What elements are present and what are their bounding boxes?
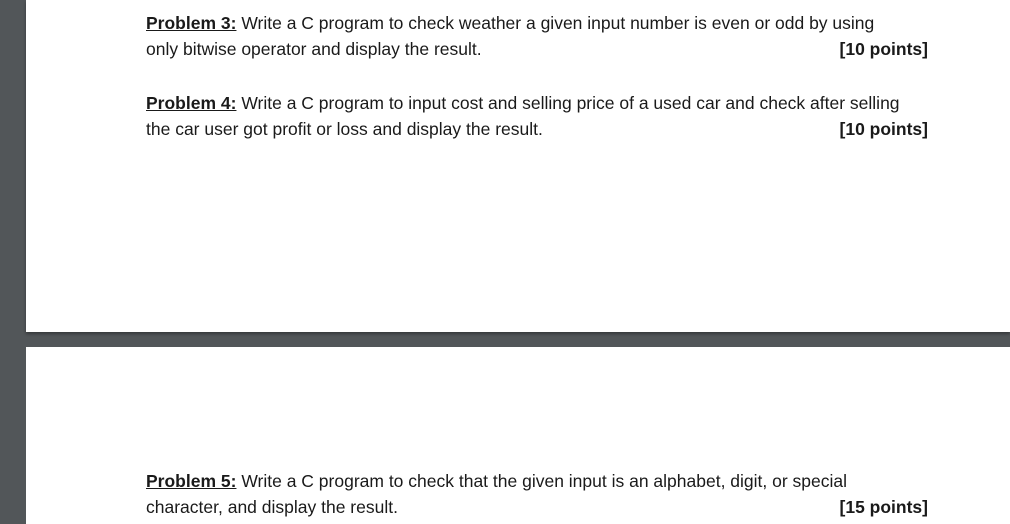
problem-5-first-line (146, 468, 847, 494)
problem-3-text-1: Write a C program to check weather a given input number is even or odd by using (241, 13, 875, 33)
problem-4-label: Problem 4: (146, 93, 237, 113)
problem-4-text-1: Write a C program to input cost and selling price of a used car and check after selling (241, 93, 900, 113)
problem-3-line-1 (146, 10, 928, 36)
problem-4-line-1 (146, 90, 928, 116)
problem-5 (146, 468, 928, 520)
problem-3-points: [10 points] (839, 39, 928, 59)
problem-3-first-line (146, 10, 874, 36)
problem-3 (146, 10, 928, 62)
problem-4-line-2 (146, 116, 928, 142)
problem-4 (146, 90, 928, 142)
problem-4-points: [10 points] (839, 119, 928, 139)
document-page-1 (26, 0, 1010, 332)
problem-4-text-2: the car user got profit or loss and display the result. (146, 119, 543, 139)
problem-3-label: Problem 3: (146, 13, 237, 33)
problem-5-line-1 (146, 468, 928, 494)
problem-5-points: [15 points] (839, 497, 928, 517)
problem-5-label: Problem 5: (146, 471, 237, 491)
problem-4-first-line (146, 90, 900, 116)
problem-5-text-2: character, and display the result. (146, 497, 398, 517)
problem-3-line-2 (146, 36, 928, 62)
problem-3-text-2: only bitwise operator and display the result. (146, 39, 482, 59)
problem-5-line-2 (146, 494, 928, 520)
problem-5-text-1: Write a C program to check that the given input is an alphabet, digit, or special (241, 471, 848, 491)
document-page-2 (26, 347, 1010, 524)
